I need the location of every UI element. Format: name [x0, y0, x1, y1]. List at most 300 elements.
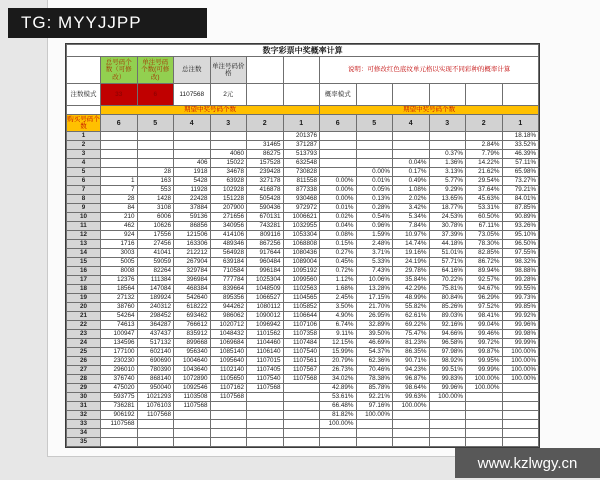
row-number: 7 [67, 186, 101, 195]
pct-cell: 57.11% [502, 159, 539, 168]
count-cell: 1095192 [283, 267, 320, 276]
count-cell: 1 [101, 177, 138, 186]
pct-cell: 100.00% [502, 366, 539, 375]
count-cell: 59059 [137, 258, 174, 267]
count-cell: 1107567 [283, 366, 320, 375]
pct-cell [502, 384, 539, 393]
pct-cell: 24.53% [429, 213, 466, 222]
expected-banner-counts: 期望中奖号码个数 [101, 106, 320, 115]
table-row [67, 411, 539, 420]
pct-cell: 13.65% [429, 195, 466, 204]
count-cell: 899668 [174, 339, 211, 348]
count-cell: 240312 [137, 303, 174, 312]
pct-cell: 73.27% [502, 177, 539, 186]
row-number: 28 [67, 375, 101, 384]
count-cell: 1066527 [247, 294, 284, 303]
pct-cell: 10.06% [356, 276, 393, 285]
count-cell: 553 [137, 186, 174, 195]
pct-col-6: 6 [320, 115, 357, 132]
count-cell: 189924 [137, 294, 174, 303]
row-number: 26 [67, 357, 101, 366]
count-cell: 1104565 [283, 294, 320, 303]
count-cell [210, 429, 247, 438]
count-cell: 414106 [210, 231, 247, 240]
pct-cell [429, 132, 466, 141]
pct-cell [356, 150, 393, 159]
row-number: 1 [67, 132, 101, 141]
count-cell: 743281 [247, 222, 284, 231]
count-cell: 996184 [247, 267, 284, 276]
pct-col-2: 2 [466, 115, 503, 132]
count-cell: 1080112 [247, 303, 284, 312]
count-cell [137, 429, 174, 438]
pct-cell: 70.22% [429, 276, 466, 285]
row-number: 3 [67, 150, 101, 159]
count-col-3: 3 [210, 115, 247, 132]
pct-cell: 0.00% [320, 186, 357, 195]
pct-cell: 34.02% [320, 375, 357, 384]
pct-cell: 85.78% [356, 384, 393, 393]
count-cell: 766612 [174, 321, 211, 330]
pct-cell [466, 438, 503, 447]
count-cell: 230230 [101, 357, 138, 366]
count-cell: 177100 [101, 348, 138, 357]
count-cell [101, 159, 138, 168]
pct-cell: 82.85% [466, 249, 503, 258]
data-rows [67, 132, 539, 447]
pct-cell: 0.72% [320, 267, 357, 276]
count-cell: 710584 [210, 267, 247, 276]
count-cell: 416878 [247, 186, 284, 195]
pct-cell: 7.79% [466, 150, 503, 159]
count-cell: 811558 [283, 177, 320, 186]
pct-cell: 32.89% [356, 321, 393, 330]
empty-cell [356, 84, 393, 106]
count-cell: 468384 [174, 285, 211, 294]
pct-cell [502, 438, 539, 447]
count-cell: 1006621 [283, 213, 320, 222]
count-cell: 505428 [247, 195, 284, 204]
pct-cell: 35.84% [393, 276, 430, 285]
pct-cell: 44.18% [429, 240, 466, 249]
count-cell [247, 420, 284, 429]
count-cell [137, 150, 174, 159]
total-numbers-header: 总号码个数（可修改） [101, 57, 138, 84]
pct-cell: 51.01% [429, 249, 466, 258]
pct-cell: 18.77% [429, 204, 466, 213]
pct-cell [320, 150, 357, 159]
table-row [67, 186, 539, 195]
count-cell: 1107015 [247, 357, 284, 366]
pct-cell: 96.50% [502, 240, 539, 249]
table-row [67, 231, 539, 240]
pct-cell [393, 411, 430, 420]
count-cell: 1076103 [137, 402, 174, 411]
count-cell: 10626 [137, 222, 174, 231]
pct-cell: 9.11% [320, 330, 357, 339]
pct-cell: 97.52% [466, 303, 503, 312]
pct-cell: 99.92% [502, 312, 539, 321]
pct-cell: 33.52% [502, 141, 539, 150]
row-number: 11 [67, 222, 101, 231]
pct-col-3: 3 [429, 115, 466, 132]
count-cell [210, 402, 247, 411]
pct-cell [393, 438, 430, 447]
pct-cell: 45.63% [466, 195, 503, 204]
pct-cell: 99.55% [502, 285, 539, 294]
count-cell [174, 411, 211, 420]
pct-cell [356, 429, 393, 438]
count-cell: 986062 [210, 312, 247, 321]
count-cell: 1107568 [101, 420, 138, 429]
pct-cell: 9.29% [429, 186, 466, 195]
row-number: 20 [67, 303, 101, 312]
count-cell: 17556 [137, 231, 174, 240]
pct-cell: 86.72% [466, 258, 503, 267]
pct-cell: 70.46% [356, 366, 393, 375]
row-number: 8 [67, 195, 101, 204]
pct-cell: 90.71% [393, 357, 430, 366]
pct-cell: 5.77% [429, 177, 466, 186]
count-cell [101, 141, 138, 150]
pct-cell [393, 141, 430, 150]
pct-cell: 100.00% [393, 402, 430, 411]
pct-cell: 89.94% [466, 267, 503, 276]
pct-cell: 3.42% [393, 204, 430, 213]
pct-cell: 100.00% [502, 357, 539, 366]
pct-cell: 65.98% [502, 168, 539, 177]
pct-cell: 99.87% [466, 348, 503, 357]
count-cell: 944262 [210, 303, 247, 312]
count-cell: 1107540 [283, 348, 320, 357]
count-cell: 327178 [247, 177, 284, 186]
pct-cell: 12.15% [320, 339, 357, 348]
pct-cell: 0.13% [356, 195, 393, 204]
pct-cell: 97.98% [429, 348, 466, 357]
pct-cell [356, 141, 393, 150]
count-cell [210, 411, 247, 420]
pct-cell: 3.13% [429, 168, 466, 177]
count-cell: 972972 [283, 204, 320, 213]
count-cell: 4060 [210, 150, 247, 159]
pct-cell: 1.36% [429, 159, 466, 168]
edit-note: 说明：可修改红色底纹单元格以实现不同彩种的概率计算 [320, 57, 539, 84]
telegram-ad-banner [8, 8, 207, 38]
count-cell: 960484 [247, 258, 284, 267]
count-cell [101, 438, 138, 447]
count-cell: 210 [101, 213, 138, 222]
total-bets-value: 1107568 [174, 84, 211, 106]
pct-cell: 92.57% [466, 276, 503, 285]
pct-cell [393, 150, 430, 159]
row-number: 5 [67, 168, 101, 177]
count-cell: 3108 [137, 204, 174, 213]
pct-cell: 1.12% [320, 276, 357, 285]
pct-cell: 98.88% [502, 267, 539, 276]
row-number: 16 [67, 267, 101, 276]
count-cell: 1107561 [283, 357, 320, 366]
count-cell: 376740 [101, 375, 138, 384]
pct-cell: 5.33% [356, 258, 393, 267]
pct-cell [466, 132, 503, 141]
count-cell: 147084 [137, 285, 174, 294]
pct-cell: 87.85% [502, 204, 539, 213]
expected-banner-pcts: 期望中奖号码个数 [320, 106, 539, 115]
count-cell: 239428 [247, 168, 284, 177]
pct-cell: 0.96% [356, 222, 393, 231]
table-row [67, 150, 539, 159]
row-number: 24 [67, 339, 101, 348]
pct-cell: 86.35% [393, 348, 430, 357]
count-cell: 1099560 [283, 276, 320, 285]
pct-cell: 37.64% [466, 186, 503, 195]
pct-cell: 46.39% [502, 150, 539, 159]
pct-cell: 84.01% [502, 195, 539, 204]
row-number: 31 [67, 402, 101, 411]
pct-cell: 75.47% [393, 330, 430, 339]
pct-cell: 60.50% [466, 213, 503, 222]
table-row [67, 420, 539, 429]
watermark-banner [455, 448, 600, 478]
pct-cell: 99.95% [466, 357, 503, 366]
table-row [67, 177, 539, 186]
count-cell: 1032955 [283, 222, 320, 231]
count-cell: 28 [137, 168, 174, 177]
count-cell: 1095640 [210, 357, 247, 366]
table-row [67, 438, 539, 447]
count-cell: 956340 [174, 348, 211, 357]
count-cell: 736281 [101, 402, 138, 411]
count-cell: 1043640 [174, 366, 211, 375]
pct-cell [429, 420, 466, 429]
table-row [67, 141, 539, 150]
empty-cell [393, 84, 430, 106]
count-cell: 693462 [174, 312, 211, 321]
pct-cell: 99.99% [502, 339, 539, 348]
pct-cell: 99.98% [502, 330, 539, 339]
pct-cell: 17.15% [356, 294, 393, 303]
count-cell [247, 402, 284, 411]
pct-cell: 96.29% [466, 294, 503, 303]
table-title: 数字彩票中奖概率计算 [67, 45, 539, 57]
count-col-4: 4 [174, 115, 211, 132]
count-cell: 1025304 [247, 276, 284, 285]
count-col-2: 2 [247, 115, 284, 132]
count-cell [210, 438, 247, 447]
count-cell: 1107568 [137, 411, 174, 420]
count-cell [101, 168, 138, 177]
pct-col-5: 5 [356, 115, 393, 132]
pct-cell: 66.48% [320, 402, 357, 411]
count-cell: 1085140 [210, 348, 247, 357]
match-count-header-row [67, 115, 539, 132]
pct-cell: 94.67% [466, 285, 503, 294]
empty-cell [502, 84, 539, 106]
pct-cell: 96.58% [429, 339, 466, 348]
telegram-ad-text: TG: MYYJJPP [21, 13, 142, 32]
pct-cell [466, 420, 503, 429]
row-number: 25 [67, 348, 101, 357]
mode-row [67, 84, 539, 106]
pct-cell: 39.50% [356, 330, 393, 339]
pct-cell [356, 159, 393, 168]
empty-cell [429, 84, 466, 106]
count-cell: 212212 [174, 249, 211, 258]
row-number: 4 [67, 159, 101, 168]
pct-cell: 1.08% [393, 186, 430, 195]
pct-cell: 19.16% [393, 249, 430, 258]
count-cell: 82264 [137, 267, 174, 276]
row-number: 13 [67, 240, 101, 249]
pct-cell: 81.82% [320, 411, 357, 420]
pct-cell [466, 393, 503, 402]
count-cell: 590436 [247, 204, 284, 213]
total-numbers-input[interactable]: 33 [101, 84, 138, 106]
pct-cell: 99.96% [502, 321, 539, 330]
count-cell: 1089004 [283, 258, 320, 267]
row-number: 29 [67, 384, 101, 393]
count-cell: 86275 [247, 150, 284, 159]
table-row [67, 384, 539, 393]
count-cell [283, 420, 320, 429]
pct-cell: 46.69% [356, 339, 393, 348]
header-row [67, 57, 539, 84]
count-cell: 602140 [137, 348, 174, 357]
table-row [67, 222, 539, 231]
table-row [67, 303, 539, 312]
pct-cell [320, 168, 357, 177]
pct-cell: 10.97% [393, 231, 430, 240]
row-number: 18 [67, 285, 101, 294]
count-cell: 917644 [247, 249, 284, 258]
pct-cell: 1.68% [320, 285, 357, 294]
count-cell: 1048432 [210, 330, 247, 339]
pct-cell: 100.00% [356, 411, 393, 420]
total-bets-header: 总注数 [174, 57, 211, 84]
table-row [67, 204, 539, 213]
count-cell: 1102140 [210, 366, 247, 375]
watermark-text: www.kzlwgy.cn [477, 454, 578, 472]
table-row [67, 357, 539, 366]
prob-mode-label: 概率模式 [320, 84, 357, 106]
pct-cell: 100.00% [320, 420, 357, 429]
pct-cell: 42.29% [393, 285, 430, 294]
pct-cell [502, 429, 539, 438]
pct-cell [393, 429, 430, 438]
pct-cell [466, 429, 503, 438]
count-cell: 1107568 [283, 375, 320, 384]
pct-cell: 6.74% [320, 321, 357, 330]
pct-cell: 29.78% [393, 267, 430, 276]
pct-cell: 62.36% [356, 357, 393, 366]
table-row [67, 285, 539, 294]
pct-cell: 98.92% [429, 357, 466, 366]
pct-cell [320, 132, 357, 141]
row-number: 23 [67, 330, 101, 339]
pct-cell [393, 420, 430, 429]
count-cell [210, 132, 247, 141]
per-bet-numbers-input[interactable]: 6 [137, 84, 174, 106]
count-cell [101, 132, 138, 141]
count-cell: 38760 [101, 303, 138, 312]
pct-cell: 24.19% [393, 258, 430, 267]
count-cell: 1090012 [247, 312, 284, 321]
row-number: 17 [67, 276, 101, 285]
count-cell: 930468 [283, 195, 320, 204]
count-cell: 513793 [283, 150, 320, 159]
count-cell [137, 159, 174, 168]
count-cell: 489346 [210, 240, 247, 249]
count-cell: 517132 [137, 339, 174, 348]
count-cell: 839664 [210, 285, 247, 294]
pct-cell: 93.26% [502, 222, 539, 231]
empty-cell [466, 84, 503, 106]
table-row [67, 258, 539, 267]
count-col-1: 1 [283, 115, 320, 132]
count-cell: 41041 [137, 249, 174, 258]
count-cell: 207900 [210, 204, 247, 213]
count-cell: 777784 [210, 276, 247, 285]
count-cell [283, 429, 320, 438]
count-cell: 100947 [101, 330, 138, 339]
pct-cell: 26.73% [320, 366, 357, 375]
pct-cell: 99.85% [502, 303, 539, 312]
pct-cell: 7.84% [393, 222, 430, 231]
pct-cell: 3.50% [320, 303, 357, 312]
count-cell [283, 438, 320, 447]
empty-cell [67, 106, 101, 115]
count-cell: 639184 [210, 258, 247, 267]
count-cell: 364287 [137, 321, 174, 330]
count-cell: 271656 [210, 213, 247, 222]
row-number: 15 [67, 258, 101, 267]
count-cell: 1428 [137, 195, 174, 204]
count-cell: 670131 [247, 213, 284, 222]
pct-cell: 99.51% [429, 366, 466, 375]
table-row [67, 213, 539, 222]
count-cell [247, 438, 284, 447]
pct-cell: 90.89% [502, 213, 539, 222]
count-cell: 593775 [101, 393, 138, 402]
count-cell: 1107405 [247, 366, 284, 375]
count-cell [247, 132, 284, 141]
pct-cell: 55.82% [393, 303, 430, 312]
table-row [67, 240, 539, 249]
pct-cell [356, 438, 393, 447]
count-cell: 1106140 [247, 348, 284, 357]
pct-cell: 0.00% [320, 177, 357, 186]
count-cell [247, 429, 284, 438]
pct-cell: 0.05% [356, 186, 393, 195]
table-row [67, 375, 539, 384]
count-cell: 1102563 [283, 285, 320, 294]
bet-mode-label: 注数模式 [67, 84, 101, 106]
count-cell: 86856 [174, 222, 211, 231]
pct-cell: 14.74% [393, 240, 430, 249]
pct-cell [356, 132, 393, 141]
count-cell: 730828 [283, 168, 320, 177]
count-cell: 1107568 [247, 384, 284, 393]
count-cell: 111384 [137, 276, 174, 285]
pct-cell: 0.27% [320, 249, 357, 258]
row-number: 9 [67, 204, 101, 213]
pct-cell: 99.28% [502, 276, 539, 285]
count-cell: 157528 [247, 159, 284, 168]
pct-cell: 92.21% [356, 393, 393, 402]
pct-cell [320, 429, 357, 438]
count-cell: 6006 [137, 213, 174, 222]
pct-cell: 89.03% [429, 312, 466, 321]
